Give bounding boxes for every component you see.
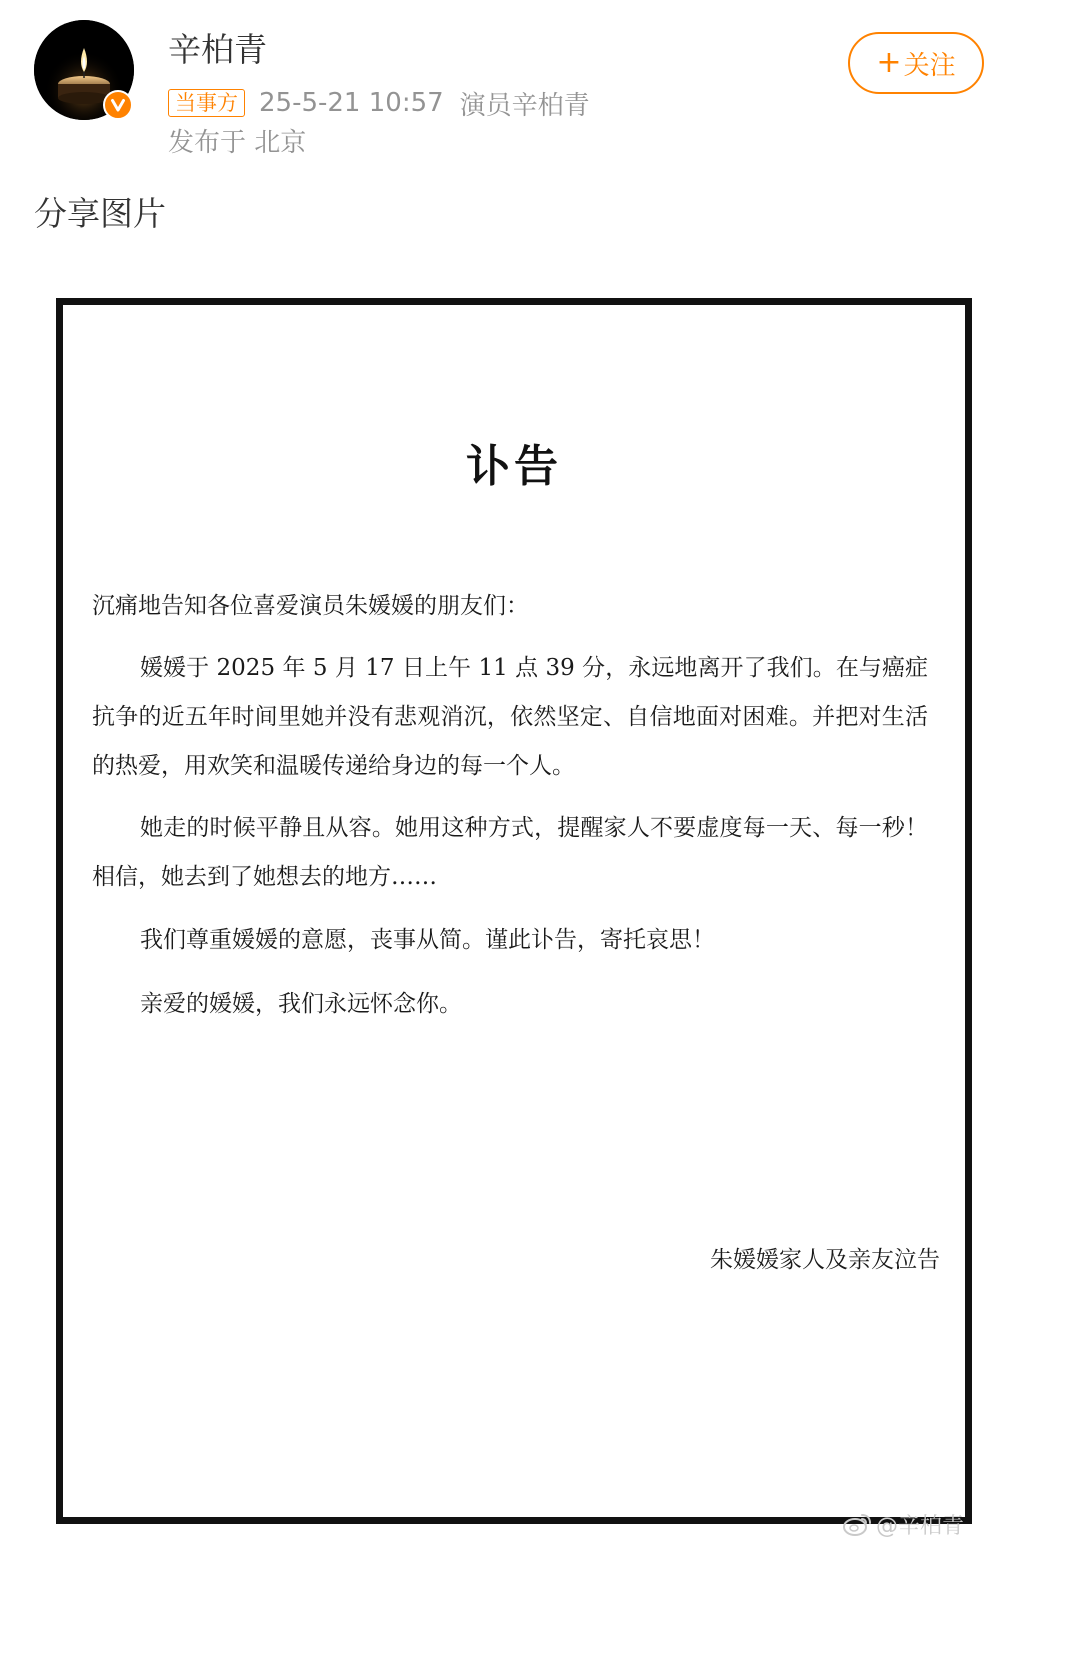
notice-paragraph: 我们尊重媛媛的意愿，丧事从简。谨此讣告，寄托哀思！ bbox=[140, 927, 715, 953]
post-timestamp: 25-5-21 10:57 bbox=[259, 88, 444, 118]
verified-badge-icon bbox=[103, 90, 133, 120]
post-image[interactable] bbox=[40, 282, 988, 1540]
post-source: 演员辛柏青 bbox=[459, 90, 590, 121]
watermark bbox=[842, 1508, 964, 1540]
plus-icon: + bbox=[876, 45, 902, 80]
notice-greeting: 沉痛地告知各位喜爱演员朱媛媛的朋友们： bbox=[92, 593, 529, 619]
follow-button[interactable] bbox=[848, 32, 984, 94]
watermark-text: @辛柏青 bbox=[876, 1513, 965, 1539]
post-meta bbox=[168, 86, 590, 120]
post-location: 发布于 北京 bbox=[168, 128, 307, 158]
notice-paragraph: 媛媛于 2025 年 5 月 17 日上午 11 点 39 分，永远地离开了我们。在与癌症抗争的近五年时间里她并没有悲观消沉，依然坚定、自信地面对困难。并把对生活的热爱，用欢笑和温暖传递给身边的每一个人。 bbox=[92, 655, 928, 779]
notice-paragraph: 她走的时候平静且从容。她用这种方式，提醒家人不要虚度每一天、每一秒！相信，她去到了她想去的地方…… bbox=[92, 815, 928, 890]
notice-paragraph: 亲爱的媛媛，我们永远怀念你。 bbox=[140, 991, 462, 1017]
username[interactable]: 辛柏青 bbox=[168, 30, 267, 69]
party-tag-badge: 当事方 bbox=[168, 89, 245, 117]
notice-signature: 朱媛媛家人及亲友泣告 bbox=[710, 1247, 940, 1273]
follow-label: 关注 bbox=[903, 50, 956, 81]
notice-title: 讣告 bbox=[466, 441, 562, 492]
weibo-logo-icon bbox=[842, 1511, 872, 1537]
post-text: 分享图片 bbox=[34, 194, 166, 233]
